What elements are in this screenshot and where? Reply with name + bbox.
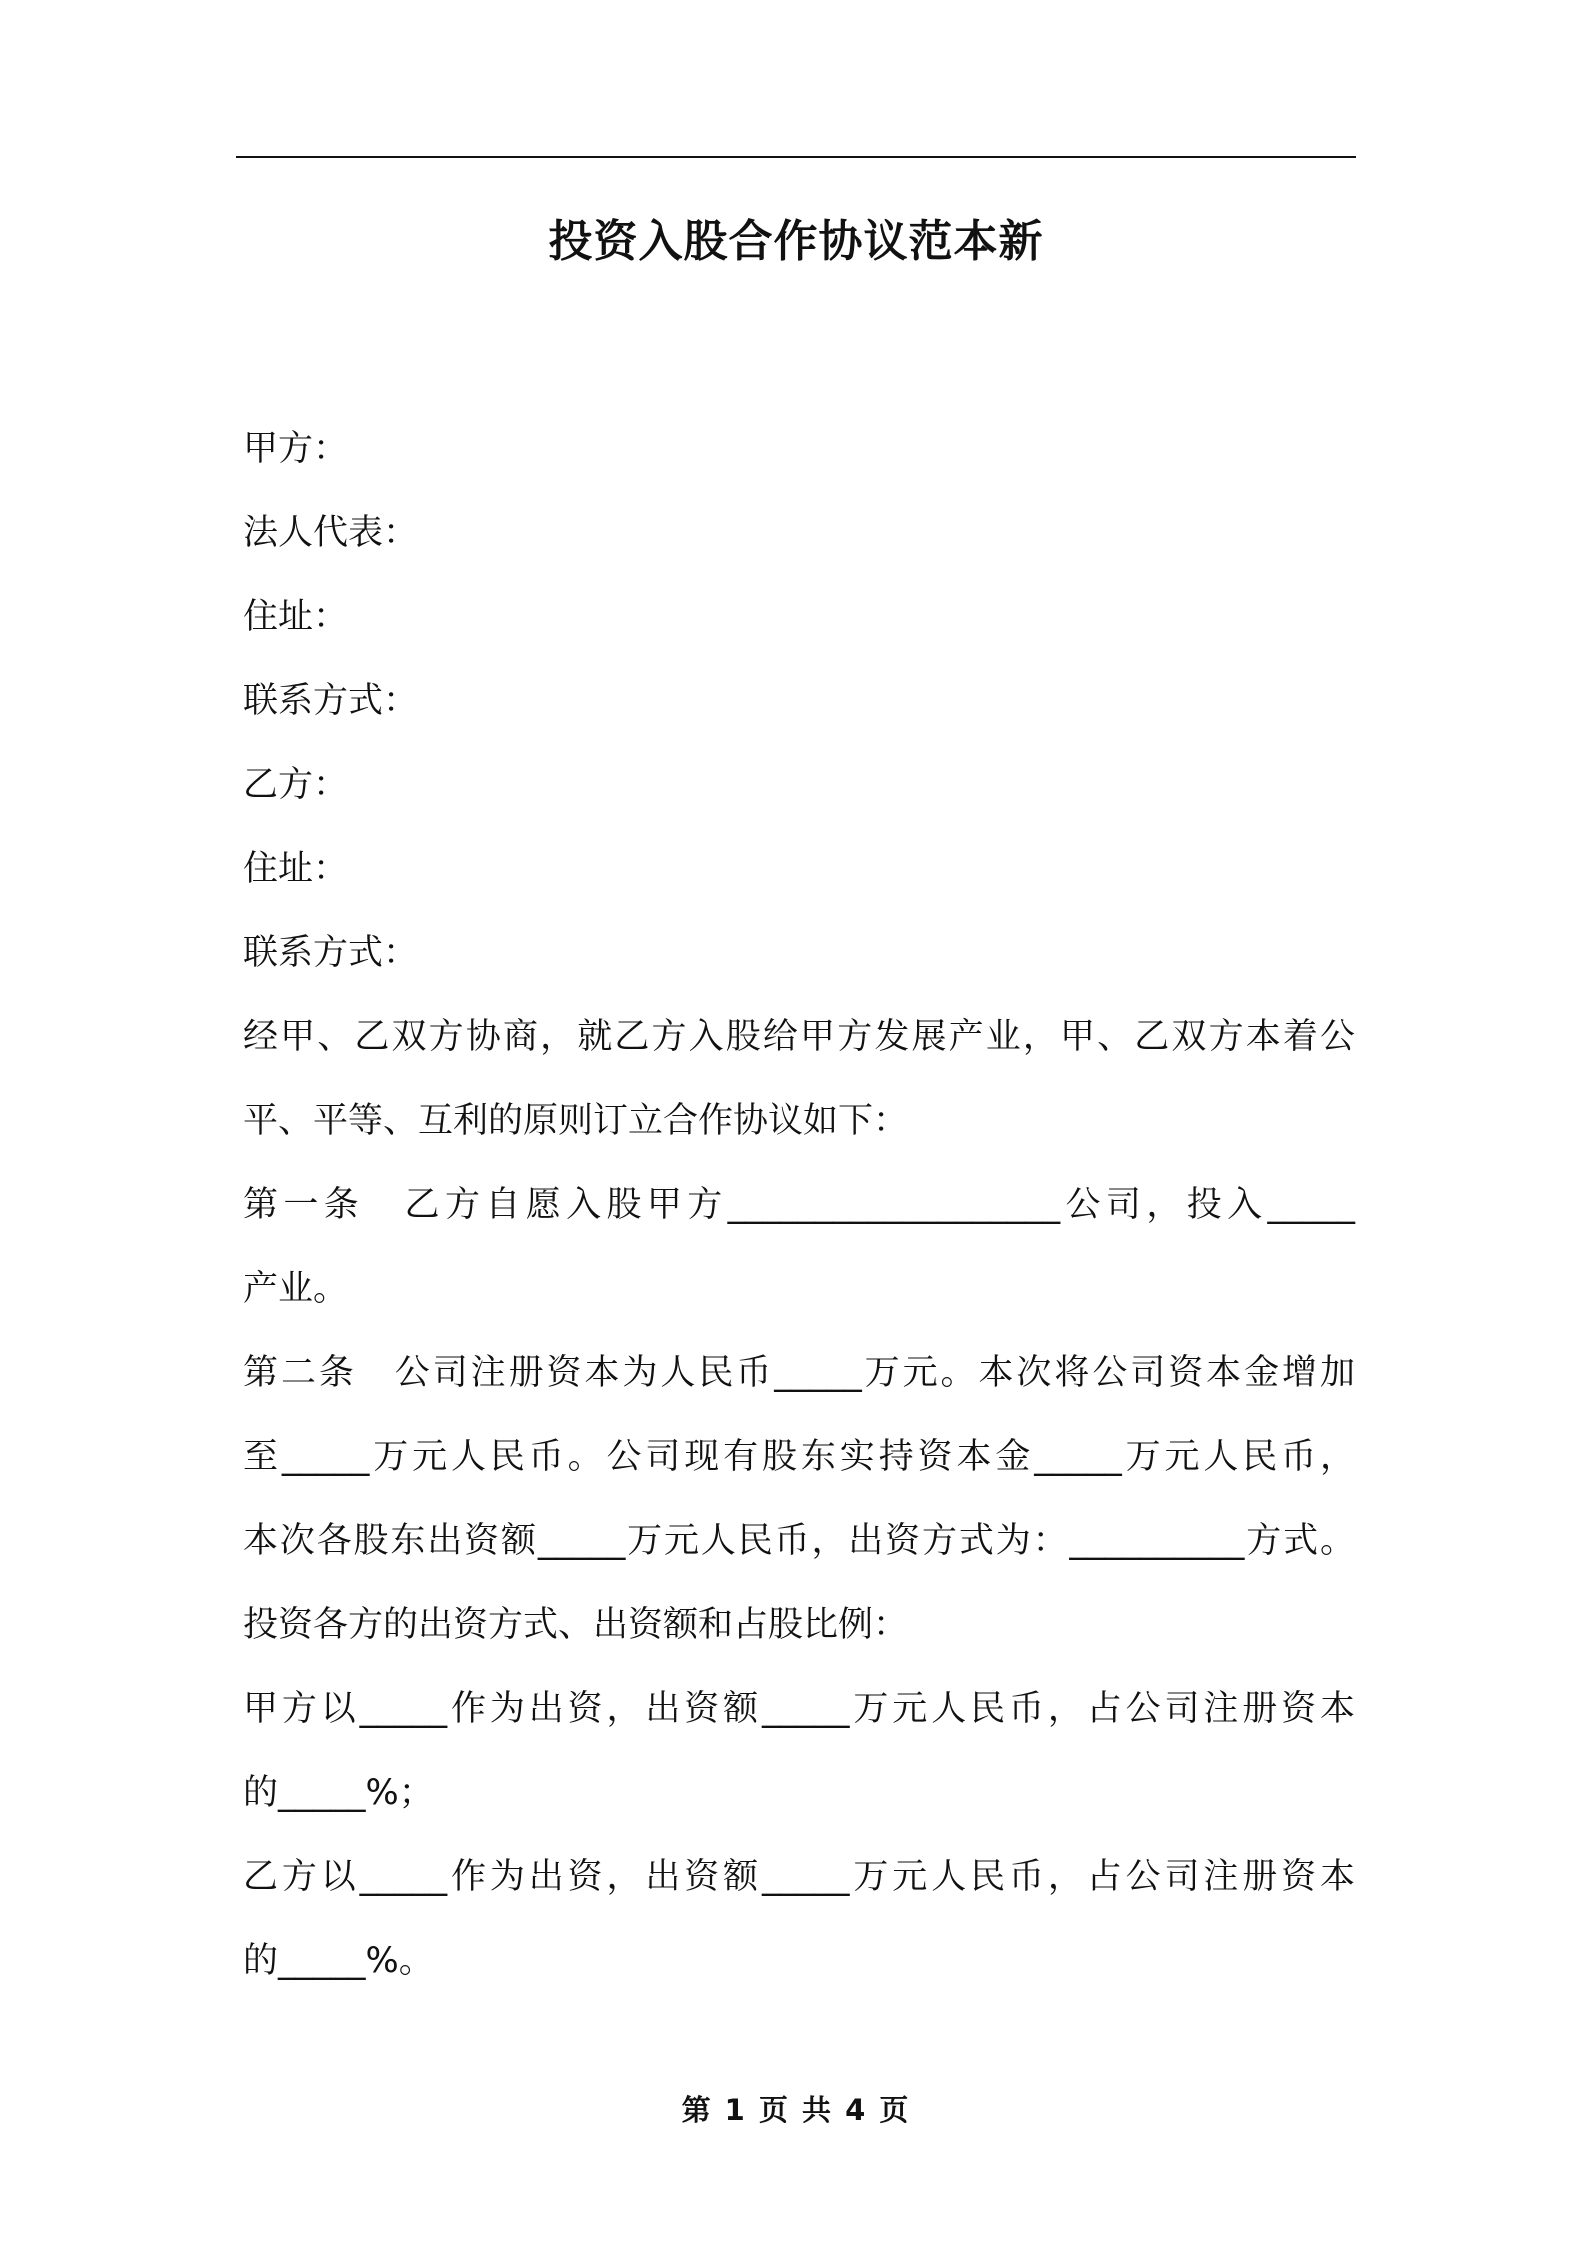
article-2-line-1: 第二条 公司注册资本为人民币_____万元。本次将公司资本金增加 — [243, 1353, 1355, 1393]
page-number: 第 1 页 共 4 页 — [681, 2093, 911, 2127]
party-b-contribution-line-1: 乙方以_____作为出资，出资额_____万元人民币，占公司注册资本 — [243, 1857, 1355, 1897]
document-body — [243, 407, 1355, 2003]
preamble-line-1: 经甲、乙双方协商，就乙方入股给甲方发展产业，甲、乙双方本着公 — [243, 1017, 1355, 1057]
article-1-line-2: 产业。 — [243, 1269, 349, 1309]
preamble-line-2: 平、平等、互利的原则订立合作协议如下： — [243, 1101, 909, 1141]
party-b-contact-label: 联系方式： — [243, 933, 419, 973]
party-a-contact-label: 联系方式： — [243, 681, 419, 721]
article-2-line-3: 本次各股东出资额_____万元人民币，出资方式为：__________方式。 — [243, 1521, 1355, 1561]
party-a-contribution-line-2: 的_____%； — [243, 1773, 434, 1813]
legal-representative-label: 法人代表： — [243, 513, 419, 553]
contribution-heading: 投资各方的出资方式、出资额和占股比例： — [243, 1605, 909, 1645]
party-a-address-label: 住址： — [243, 597, 349, 637]
article-1-line-1: 第一条 乙方自愿入股甲方___________________公司，投入_____ — [243, 1185, 1355, 1225]
party-b-contribution-line-2: 的_____%。 — [243, 1941, 434, 1981]
article-2-line-2: 至_____万元人民币。公司现有股东实持资本金_____万元人民币， — [243, 1437, 1355, 1477]
header-rule — [236, 156, 1356, 158]
party-a-label: 甲方： — [243, 429, 349, 469]
party-a-contribution-line-1: 甲方以_____作为出资，出资额_____万元人民币，占公司注册资本 — [243, 1689, 1355, 1729]
document-title: 投资入股合作协议范本新 — [548, 216, 1044, 267]
party-b-label: 乙方： — [243, 765, 349, 805]
party-b-address-label: 住址： — [243, 849, 349, 889]
